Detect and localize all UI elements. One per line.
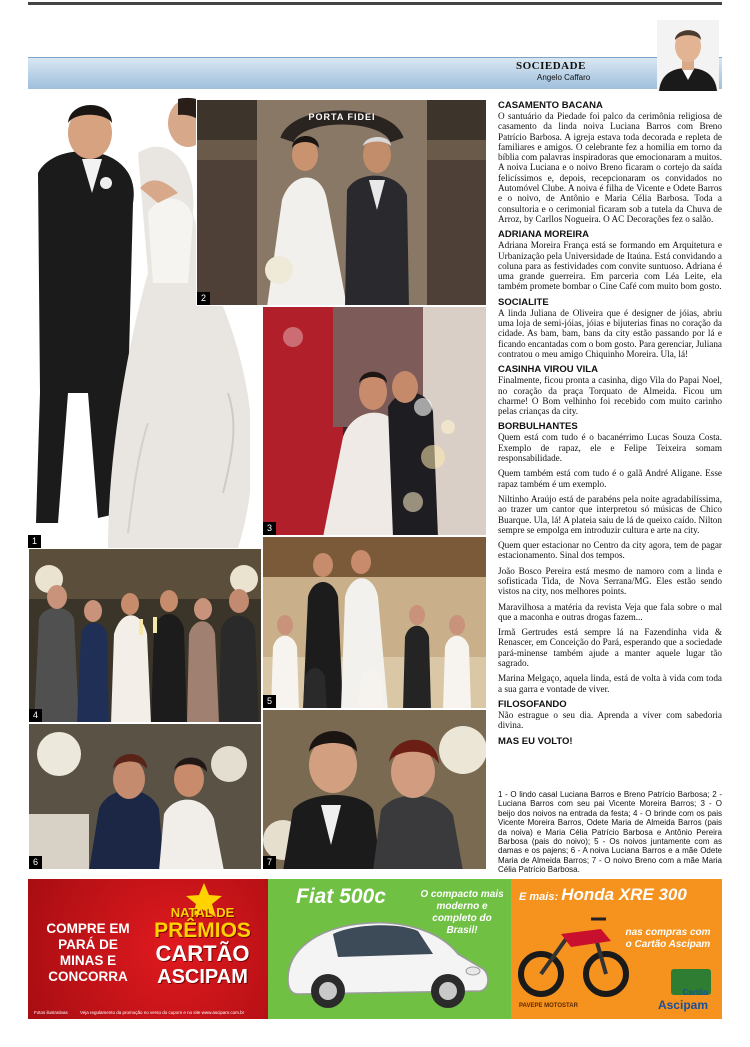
photo-number: 6 [29,856,42,869]
article-paragraph: Quem está com tudo é o bacanérrimo Lucas Souza Costa. Exemplo de rapaz, ele e Felipe Teixeira somam responsabilidade. [498,432,722,464]
article-paragraph: Quem quer estacionar no Centro da city agora, tem de pagar estacionamento. Sinal dos tempos. [498,540,722,561]
photo-6 [28,723,262,870]
photo-2 [196,99,487,306]
article-paragraph: A linda Juliana de Oliveira que é designer de jóias, abriu uma loja de semi-jóias, jóias e bijuterias finas no coração da cidade. As bam, bam, bans da city estão passando por lá e ficando encantadas com o bom gosto. Para gerenciar, Juliana contratou o meu amigo Chiquinho Moreira. Ula, lá! [498,307,722,359]
section-banner [28,57,722,89]
ad-ascipam [28,879,268,1019]
photo-number: 2 [197,292,210,305]
article-column [498,100,722,747]
ad-ascipam-cta: COMPRE EM PARÁ DE MINAS E CONCORRA [46,921,130,984]
photo-7 [262,709,487,870]
ad-fiat [268,879,511,1019]
ad-fiat-tagline: O compacto mais moderno e completo do Brasil! [420,889,504,936]
article-paragraph: Maravilhosa a matéria da revista Veja que fala sobre o mal que a maconha e outras drogas fazem... [498,601,722,622]
article-heading: MAS EU VOLTO! [498,735,573,747]
ad-fine-print: Fotos ilustrativas [34,1010,68,1015]
ad-banner [28,879,722,1019]
article-heading: CASINHA VIROU VILA [498,364,598,376]
car-illustration [268,879,511,1019]
ascipam-card-logo: Cartão Ascipam [657,988,708,1012]
ad-honda-brands: PAVEPE MOTOSTAR [519,1003,578,1009]
ad-honda-title: E mais: Honda XRE 300 [519,885,687,904]
columnist-photo [657,20,719,91]
article-paragraph: Niltinho Araújo está de parabéns pela noite agradabilíssima, ao trazer um cantor que interpretou só músicas de Chico Buarque. Ula, lá! A plateia saiu de lá de queixo caído. Nilton sempre se empolga em introduzir cultura e arte na city. [498,493,722,535]
article-paragraph: Finalmente, ficou pronta a casinha, digo Vila do Papai Noel, no coração da praça Torquato de Almeida. Ficou um charme! O Bom velhinho foi recebido com muito carinho pelas crianças da city. [498,375,722,417]
ad-ascipam-title: NATAL DE PRÊMIOS CARTÃO ASCIPAM [154,905,251,988]
ad-honda [511,879,722,1019]
photo-number: 1 [28,535,41,548]
photo-number: 5 [263,695,276,708]
photo-5 [262,536,487,709]
photo-number: 3 [263,522,276,535]
article-paragraph: Adriana Moreira França está se formando em Arquitetura e Urbanização pela Universidade de Itaúna. Está convidando a coluna para as festividades com convite suntuoso. Adriana é uma grande guerreira. Em parceria com Léa Leite, ela também promete bombar o Cine Café com muito bom gosto. [498,240,722,292]
photo-3 [262,306,487,536]
article-paragraph: Não estrague o seu dia. Aprenda a viver com sabedoria divina. [498,709,722,731]
photo-number: 7 [263,856,276,869]
photo-number: 4 [29,709,42,722]
ad-honda-tagline: nas compras com o Cartão Ascipam [625,927,711,950]
article-paragraph: João Bosco Pereira está mesmo de namoro com a linda e sofisticada Tida, de Nova Serrana/MG. Eles estão sendo vistos na city, nos melhores points. [498,565,722,597]
article-paragraph: Irmã Gertrudes está sempre lá na Fazendinha vida & Renascer, em Conceição do Pará, esperando que a sociedade pará-minense também ajude a manter aquele lugar tão sagrado. [498,627,722,669]
ad-fine-print: Veja regulamento da promoção no verso do cupom e no site www.ascipam.com.br [80,1010,245,1015]
article-heading: ADRIANA MOREIRA [498,229,589,241]
ad-fiat-title: Fiat 500c [296,885,386,908]
photo-captions: 1 - O lindo casal Luciana Barros e Breno Patrício Barbosa; 2 - Luciana Barros com seu pai Vicente Moreira Barros; 3 - O beijo dos noivos na entrada da festa; 4 - O brinde com os pais Vicente Moreira Barros, Odete Maria de Almeida Barros (pais da noiva) e Maria Célia Patrício Barbosa e Antônio Pereira Barbosa (pais do noivo); 5 - Os noivos juntamente com as damas e os pajens; 6 - A noiva Luciana Barros e a mãe Odete Maria de Almeida Barros; 7 - O noivo Breno com a mãe Maria Célia Patrício Barbosa. [498,790,722,875]
article-paragraph: Marina Melgaço, aquela linda, está de volta à vida com toda a sua garra e vontade de viver. [498,673,722,694]
top-rule [28,2,722,5]
church-sign: PORTA FIDEI [308,112,376,122]
article-heading: CASAMENTO BACANA [498,100,603,111]
article-paragraph: Quem também está com tudo é o galã André Aligane. Esse rapaz também é um exemplo. [498,468,722,489]
photo-4 [28,548,262,723]
article-heading: BORBULHANTES [498,421,578,433]
article-heading: SOCIALITE [498,296,549,308]
article-paragraph: O santuário da Piedade foi palco da cerimônia religiosa de casamento da linda noiva Luciana Barros com Breno Patrício Barbosa. A igreja estava toda decorada e repleta de familiares e amigos. O celebrante fez a homilia em torno da bíblia com palavras inspiradoras que emocionaram a muitos. A noiva Luciana e o noivo Breno ficaram o cortejo da saída felicíssimos e, depois, recepcionaram os convidados no Automóvel Clube. A noiva é filha de Vicente e Odete Barros e o noivo, de Antônio e Maria Célia Barbosa. Toda a consultoria e o cerimonial ficaram sob a tutela da Chuva de Arroz, by Carllos Nogueira. O AC Decorações fez o salão. [498,111,722,224]
article-heading: FILOSOFANDO [498,698,567,710]
section-author: Angelo Caffaro [537,73,591,82]
section-title: SOCIEDADE [516,60,586,72]
